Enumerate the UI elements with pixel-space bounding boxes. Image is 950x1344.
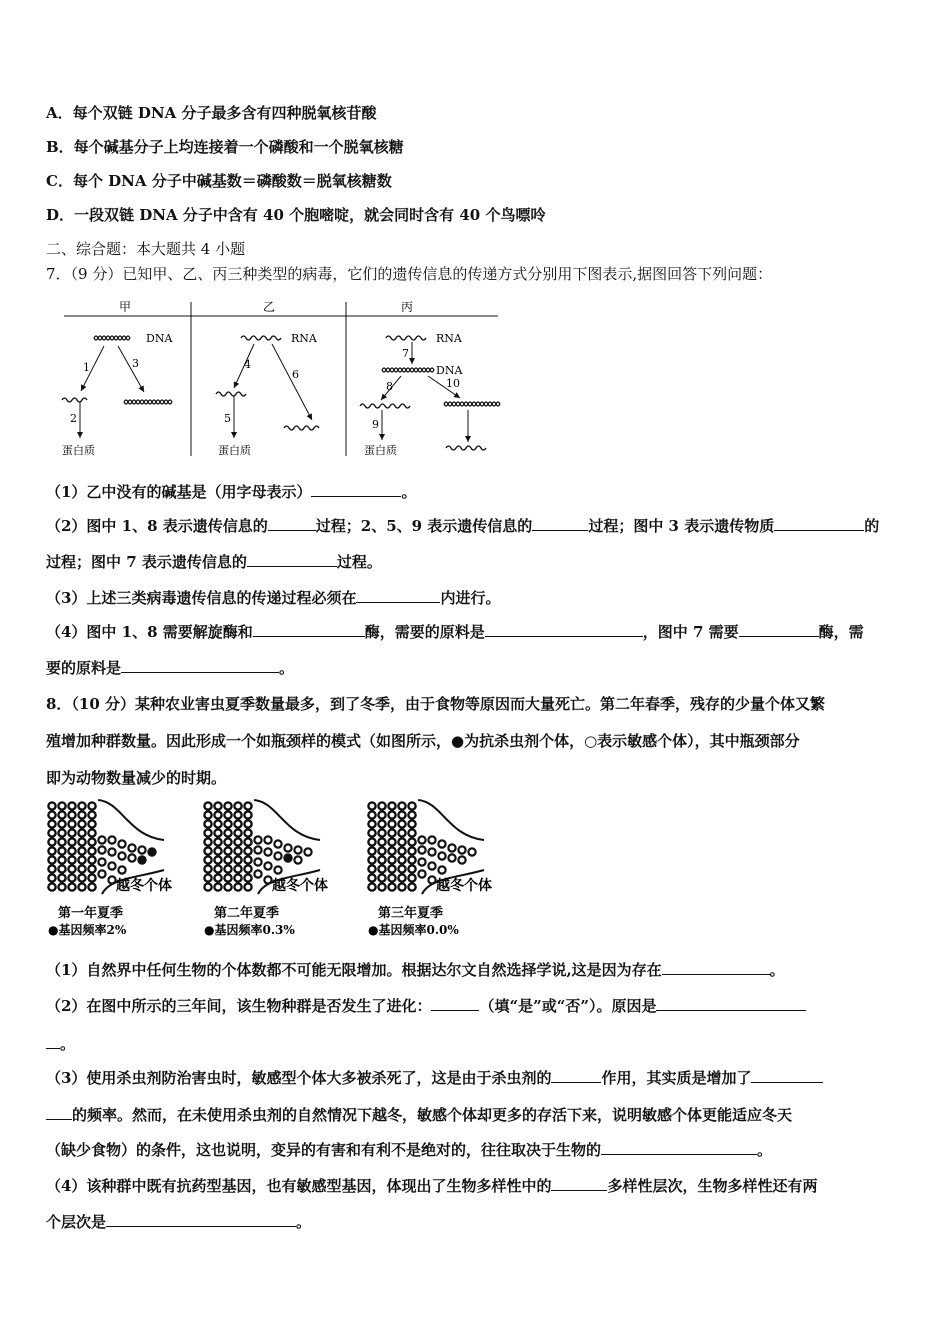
section-heading: 二、综合题：本大题共 4 小题 xyxy=(46,240,246,258)
blank[interactable] xyxy=(253,622,365,637)
blank[interactable] xyxy=(46,1105,72,1120)
q8-p3-cont: 的频率。然而，在未使用杀虫剂的自然情况下越冬，敏感个体却更多的存活下来，说明敏感个体更能适应冬天 xyxy=(46,1105,792,1125)
bottleneck-panel-1 xyxy=(48,800,172,937)
blank[interactable] xyxy=(751,1068,823,1083)
label-2: 2 xyxy=(70,412,77,425)
blank[interactable] xyxy=(247,552,337,567)
q7-p4-cont: 要的原料是 。 xyxy=(46,659,295,677)
q8-p4: （4）该种群中既有抗药型基因，也有敏感型基因，体现出了生物多样性中的 多样性层次，生物多样性还有两 xyxy=(46,1177,818,1195)
label-4: 4 xyxy=(244,358,251,371)
q8-stem-1: 8．（10 分）某种农业害虫夏季数量最多，到了冬季，由于食物等原因而大量死亡。第二年春季，残存的少量个体又繁 xyxy=(46,695,826,713)
blank[interactable] xyxy=(551,1068,601,1083)
blank[interactable] xyxy=(739,622,819,637)
blank[interactable] xyxy=(532,516,588,531)
option-c: C．每个 DNA 分子中碱基数＝磷酸数＝脱氧核糖数 xyxy=(46,172,392,190)
blank[interactable] xyxy=(431,996,479,1011)
frequency-label: ●基因频率0.0% xyxy=(368,923,459,937)
diagram-label-bing: 丙 xyxy=(401,300,414,314)
label-9: 9 xyxy=(372,418,379,431)
bing-protein-label: 蛋白质 xyxy=(364,444,397,457)
q7-stem: 7．（9 分）已知甲、乙、丙三种类型的病毒，它们的遗传信息的传递方式分别用下图表示,据图回答下列问题： xyxy=(46,265,773,283)
jia-protein-label: 蛋白质 xyxy=(62,444,95,457)
bing-dna-label: DNA xyxy=(436,364,463,377)
blank[interactable] xyxy=(46,1034,60,1049)
label-1: 1 xyxy=(83,361,90,374)
bottleneck-panel-3 xyxy=(368,800,492,937)
winter-label: 越冬个体 xyxy=(116,878,172,894)
q7-p2: （2）图中 1、8 表示遗传信息的 过程；2、5、9 表示遗传信息的 过程；图中 3 表示遗传物质 的 xyxy=(46,517,880,535)
q8-p1: （1）自然界中任何生物的个体数都不可能无限增加。根据达尔文自然选择学说,这是因为存在 。 xyxy=(46,961,785,979)
q7-p3: （3）上述三类病毒遗传信息的传递过程必须在 内进行。 xyxy=(46,589,501,607)
blank[interactable] xyxy=(106,1212,296,1227)
winter-label: 越冬个体 xyxy=(272,878,328,894)
frequency-label: ●基因频率2% xyxy=(48,923,127,937)
q7-p4: （4）图中 1、8 需要解旋酶和 酶，需要的原料是 ，图中 7 需要 酶，需 xyxy=(46,623,864,641)
q8-p2-cont: 。 xyxy=(46,1034,75,1054)
season-label: 第一年夏季 xyxy=(58,906,124,921)
option-b: B．每个碱基分子上均连接着一个磷酸和一个脱氧核糖 xyxy=(46,138,404,156)
blank[interactable] xyxy=(121,658,279,673)
label-8: 8 xyxy=(386,380,393,393)
jia-dna-label: DNA xyxy=(146,332,173,345)
yi-rna-label: RNA xyxy=(291,332,317,345)
season-label: 第三年夏季 xyxy=(378,906,444,921)
blank[interactable] xyxy=(268,516,316,531)
q8-p4-cont: 个层次是 。 xyxy=(46,1213,312,1231)
blank[interactable] xyxy=(601,1140,757,1155)
blank[interactable] xyxy=(656,996,806,1011)
diagram-label-jia: 甲 xyxy=(119,300,132,314)
frequency-label: ●基因频率0.3% xyxy=(204,923,295,937)
q8-stem-2: 殖增加种群数量。因此形成一个如瓶颈样的模式（如图所示，●为抗杀虫剂个体，○表示敏感个体），其中瓶颈部分 xyxy=(46,732,800,750)
q7-diagram xyxy=(56,296,506,466)
option-d: D．一段双链 DNA 分子中含有 40 个胞嘧啶，就会同时含有 40 个鸟嘌呤 xyxy=(46,206,546,224)
yi-protein-label: 蛋白质 xyxy=(218,444,251,457)
label-7: 7 xyxy=(402,347,409,360)
blank[interactable] xyxy=(551,1176,607,1191)
q7-p1: （1）乙中没有的碱基是（用字母表示） 。 xyxy=(46,483,417,501)
q8-stem-3: 即为动物数量减少的时期。 xyxy=(46,769,227,787)
label-5: 5 xyxy=(224,412,231,425)
label-6: 6 xyxy=(292,368,299,381)
blank[interactable] xyxy=(774,516,864,531)
q8-p3-cont2: （缺少食物）的条件，这也说明，变异的有害和有利不是绝对的，往往取决于生物的 。 xyxy=(46,1141,773,1159)
blank[interactable] xyxy=(485,622,643,637)
q8-bottleneck-figure xyxy=(44,796,524,944)
diagram-label-yi: 乙 xyxy=(263,300,276,314)
label-10: 10 xyxy=(446,377,460,390)
season-label: 第二年夏季 xyxy=(214,906,280,921)
bing-rna-label: RNA xyxy=(436,332,462,345)
q8-p2: （2）在图中所示的三年间，该生物种群是否发生了进化： （填“是”或“否”）。原因是 xyxy=(46,996,806,1016)
q7-p2-cont: 过程；图中 7 表示遗传信息的 过程。 xyxy=(46,553,382,571)
label-3: 3 xyxy=(132,357,139,370)
blank[interactable] xyxy=(662,960,770,975)
winter-label: 越冬个体 xyxy=(436,878,492,894)
q8-p3: （3）使用杀虫剂防治害虫时，敏感型个体大多被杀死了，这是由于杀虫剂的 作用，其实质是增加了 xyxy=(46,1068,823,1088)
option-a: A．每个双链 DNA 分子最多含有四种脱氧核苷酸 xyxy=(46,104,377,122)
blank[interactable] xyxy=(356,588,440,603)
bottleneck-panel-2 xyxy=(204,800,328,937)
blank[interactable] xyxy=(311,482,401,497)
